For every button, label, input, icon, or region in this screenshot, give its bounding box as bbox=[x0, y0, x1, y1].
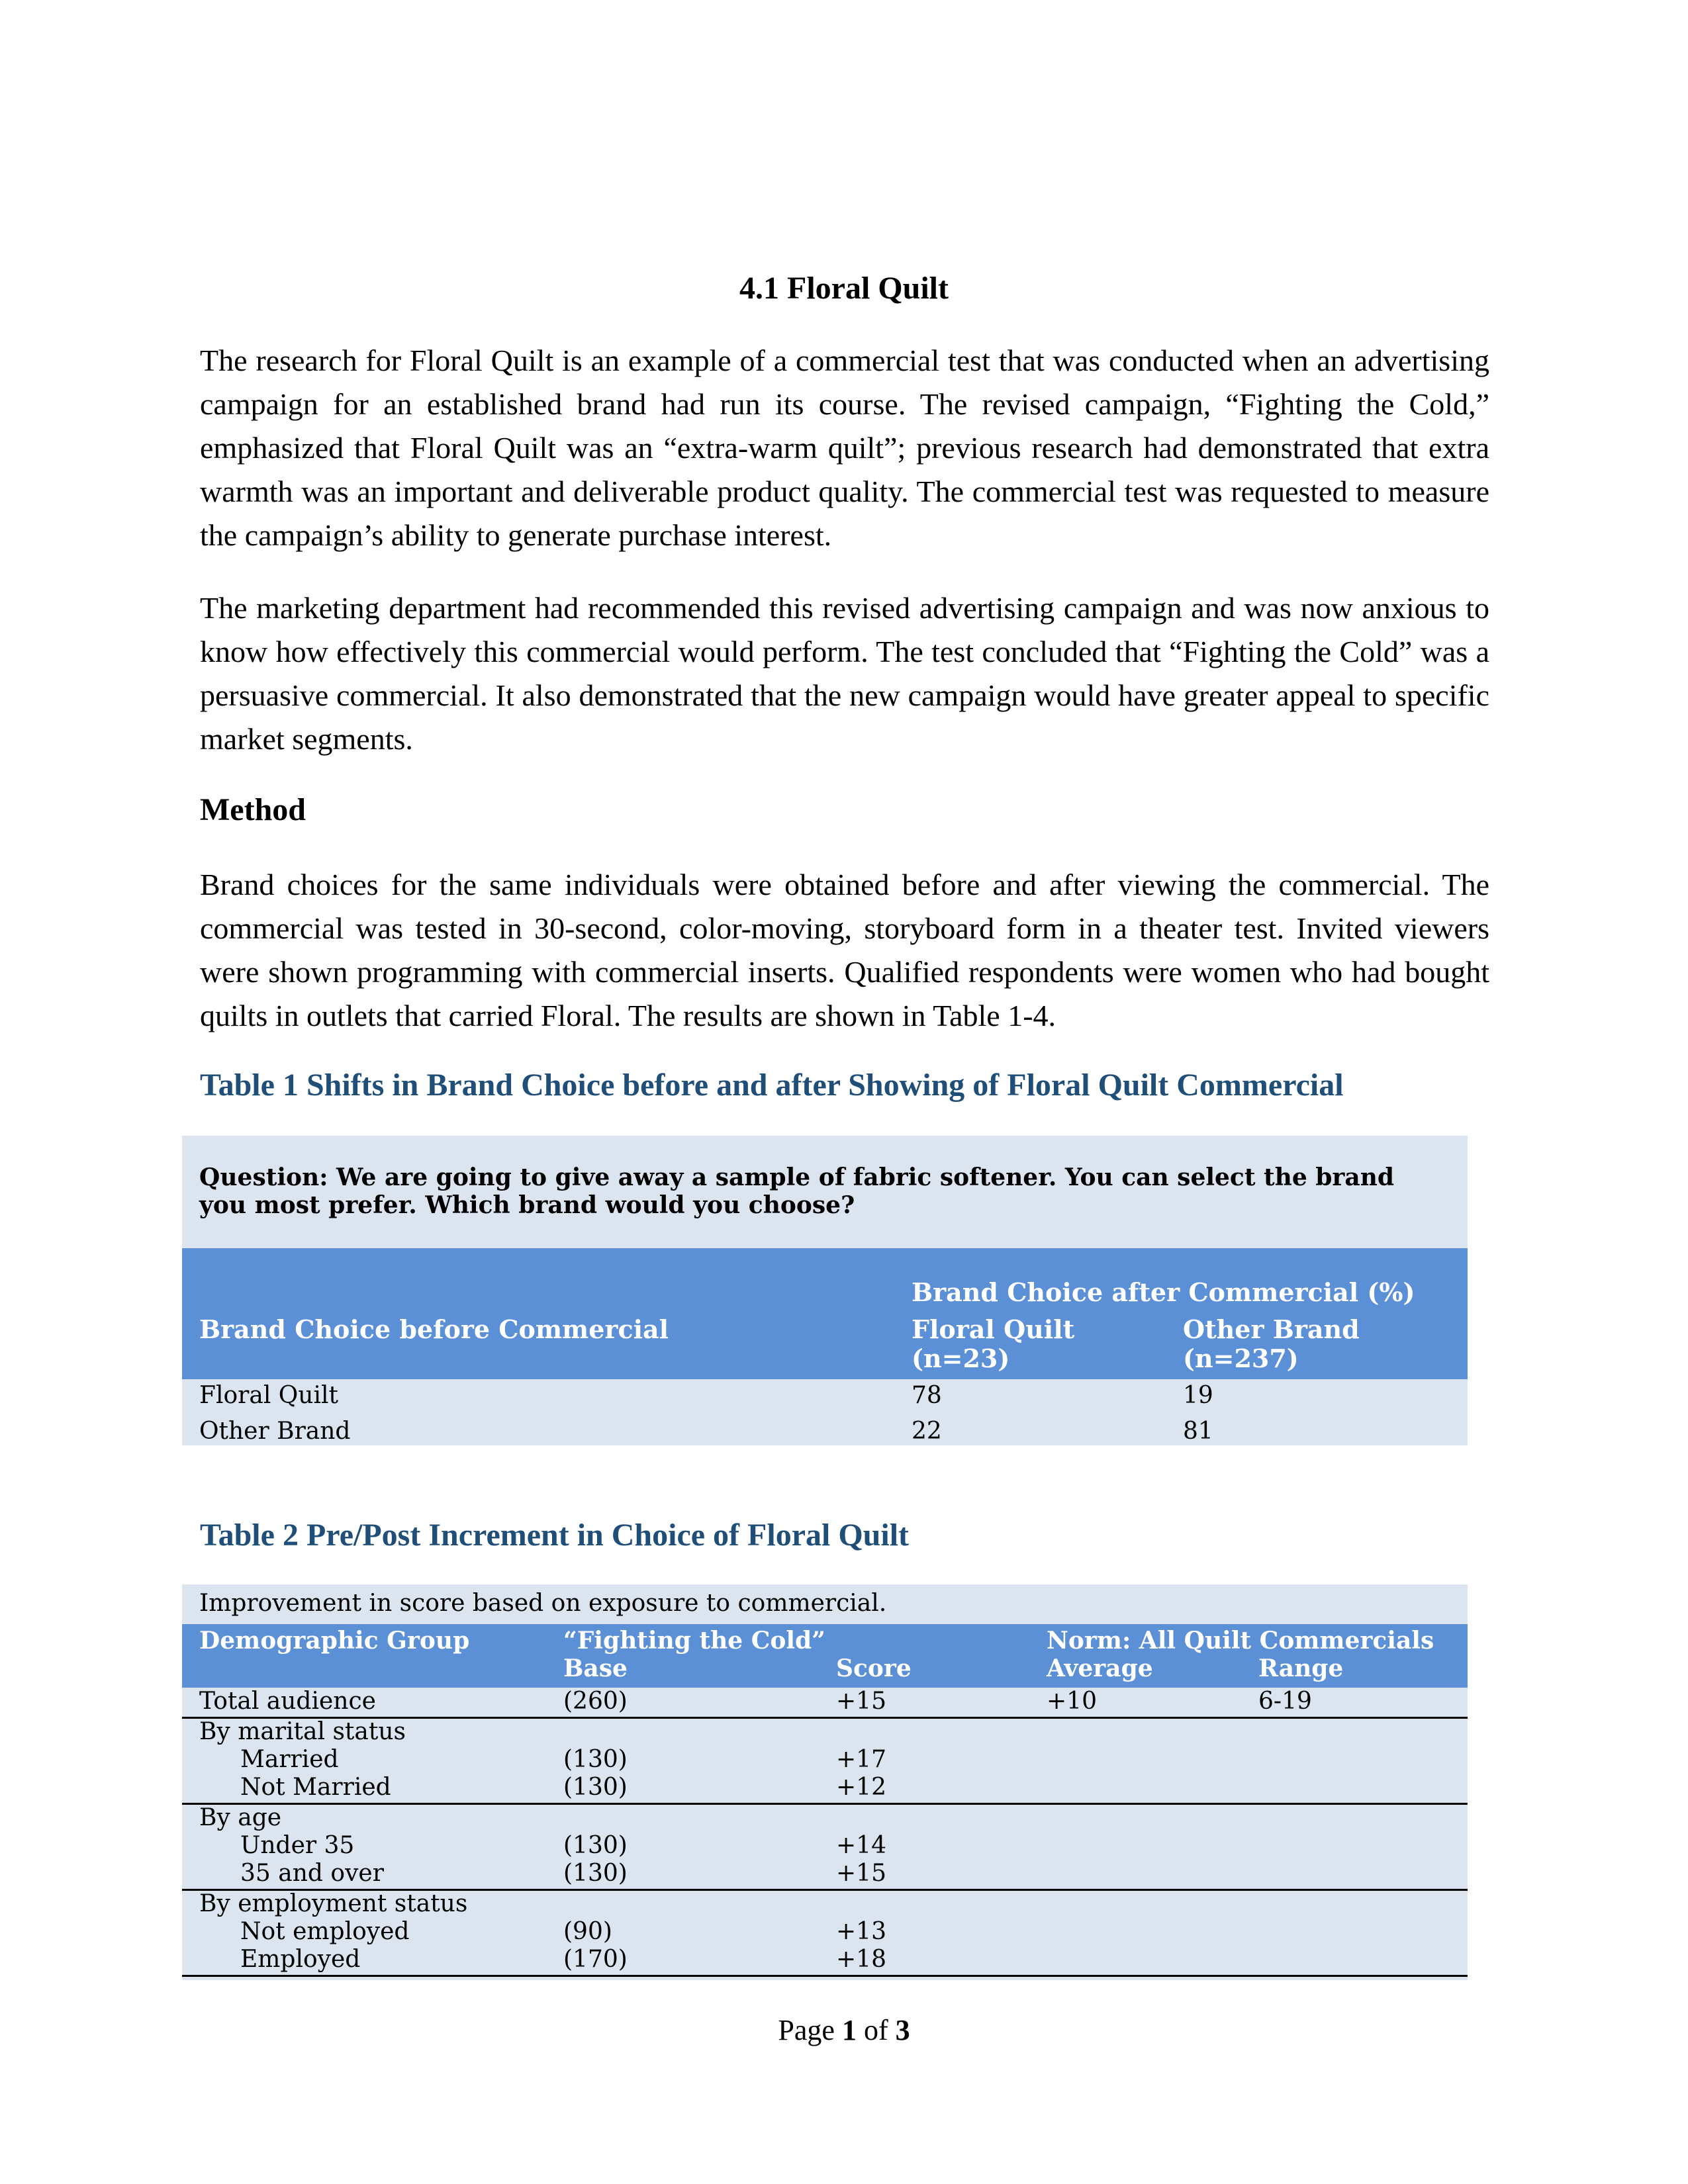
table2-notmarried-base: (130) bbox=[563, 1774, 628, 1801]
table1-row2-label: Other Brand bbox=[199, 1418, 351, 1445]
table2-employed-label: Employed bbox=[240, 1946, 361, 1973]
table2-header-row bbox=[182, 1624, 1468, 1688]
table1-row1-col2: 19 bbox=[1183, 1382, 1213, 1409]
table2-employment-label: By employment status bbox=[199, 1890, 468, 1917]
table2-35over-base: (130) bbox=[563, 1860, 628, 1887]
table2-notemployed-score: +13 bbox=[836, 1918, 886, 1945]
footer-prefix: Page bbox=[778, 2014, 842, 2046]
table2-age-label: By age bbox=[199, 1804, 282, 1831]
table1 bbox=[182, 1136, 1468, 1445]
table2-employed-base: (170) bbox=[563, 1946, 628, 1973]
method-paragraph: Brand choices for the same individuals were obtained before and after viewing the commercial. The commercial was tested in 30-second, color-moving, storyboard form in a theater test. Invited viewers were shown programming with commercial inserts. Qualified respondents were women who had bought quilts in outlets that carried Floral. The results are shown in Table 1-4. bbox=[200, 868, 1489, 1032]
footer-middle: of bbox=[856, 2014, 896, 2046]
table2-notemployed-label: Not employed bbox=[240, 1918, 410, 1945]
table2-bottom-rule bbox=[182, 1975, 1468, 1977]
table2-header-group: Demographic Group bbox=[199, 1627, 470, 1655]
marketing-paragraph: The marketing department had recommended this revised advertising campaign and was now anxious to know how effectively this commercial would perform. The test concluded that “Fighting the Cold” was a persuasive commercial. It also demonstrated that the new campaign would have greater appeal to specific market segments. bbox=[200, 591, 1489, 756]
table2-header-base: Base bbox=[563, 1655, 628, 1682]
page-footer bbox=[0, 2013, 1688, 2047]
table2-total-average: +10 bbox=[1047, 1688, 1097, 1715]
table1-row2-col1: 22 bbox=[912, 1418, 942, 1445]
table2-under35-label: Under 35 bbox=[240, 1832, 355, 1859]
table2-header-score: Score bbox=[836, 1655, 912, 1682]
table2-note: Improvement in score based on exposure to commercial. bbox=[199, 1590, 887, 1617]
table2-header-average: Average bbox=[1047, 1655, 1153, 1682]
table1-question: Question: We are going to give away a sample of fabric softener. You can select the brand you most prefer. Which brand would you choose? bbox=[199, 1163, 1395, 1219]
footer-total-pages: 3 bbox=[895, 2014, 910, 2046]
table1-body bbox=[182, 1379, 1468, 1445]
table2-header-norm: Norm: All Quilt Commercials bbox=[1047, 1627, 1434, 1655]
table2-under35-base: (130) bbox=[563, 1832, 628, 1859]
table2-header-range: Range bbox=[1258, 1655, 1344, 1682]
method-heading: Method bbox=[200, 792, 306, 827]
table2-35over-label: 35 and over bbox=[240, 1860, 384, 1887]
footer-current-page: 1 bbox=[841, 2014, 857, 2046]
table1-question-row bbox=[182, 1136, 1468, 1248]
table2-total-range: 6-19 bbox=[1258, 1688, 1312, 1715]
table1-row2-col2: 81 bbox=[1183, 1418, 1213, 1445]
table2-employed-score: +18 bbox=[836, 1946, 886, 1973]
table1-col1-header: Floral Quilt bbox=[912, 1314, 1075, 1344]
table2-total-score: +15 bbox=[836, 1688, 886, 1715]
section-title: 4.1 Floral Quilt bbox=[739, 271, 949, 306]
table2-header-fighting: “Fighting the Cold” bbox=[563, 1627, 825, 1655]
table1-col2-n: (n=237) bbox=[1183, 1343, 1299, 1373]
table2-note-row bbox=[182, 1584, 1468, 1624]
table1-row1-col1: 78 bbox=[912, 1382, 942, 1409]
table2-total-base: (260) bbox=[563, 1688, 628, 1715]
table2-total-label: Total audience bbox=[199, 1688, 376, 1715]
table2-married-score: +17 bbox=[836, 1746, 886, 1773]
table2-notemployed-base: (90) bbox=[563, 1918, 612, 1945]
intro-paragraph: The research for Floral Quilt is an example of a commercial test that was conducted when an advertising campaign for an established brand had run its course. The revised campaign, “Fighting the Cold,” emphasized that Floral Quilt was an “extra-warm quilt”; previous research had demonstrated that extra warmth was an important and deliverable product quality. The commercial test was requested to measure the campaign’s ability to generate purchase interest. bbox=[200, 343, 1489, 552]
table2-under35-score: +14 bbox=[836, 1832, 886, 1859]
table2-married-base: (130) bbox=[563, 1746, 628, 1773]
table1-col2-header: Other Brand bbox=[1183, 1314, 1360, 1344]
table2-body bbox=[182, 1688, 1468, 1980]
table1-row1-label: Floral Quilt bbox=[199, 1382, 338, 1409]
table1-header-row bbox=[182, 1248, 1468, 1379]
table1-col1-n: (n=23) bbox=[912, 1343, 1010, 1373]
table1-row-header: Brand Choice before Commercial bbox=[199, 1314, 669, 1344]
table2 bbox=[182, 1584, 1468, 1980]
table2-35over-score: +15 bbox=[836, 1860, 886, 1887]
table1-caption: Table 1 Shifts in Brand Choice before and after Showing of Floral Quilt Commercial bbox=[200, 1068, 1344, 1103]
table2-marital-label: By marital status bbox=[199, 1718, 406, 1745]
table2-notmarried-label: Not Married bbox=[240, 1774, 391, 1801]
table2-married-label: Married bbox=[240, 1746, 339, 1773]
table1-group-header: Brand Choice after Commercial (%) bbox=[912, 1277, 1415, 1307]
table2-divider bbox=[182, 1803, 1468, 1805]
table2-caption: Table 2 Pre/Post Increment in Choice of Floral Quilt bbox=[200, 1518, 910, 1553]
table2-notmarried-score: +12 bbox=[836, 1774, 886, 1801]
